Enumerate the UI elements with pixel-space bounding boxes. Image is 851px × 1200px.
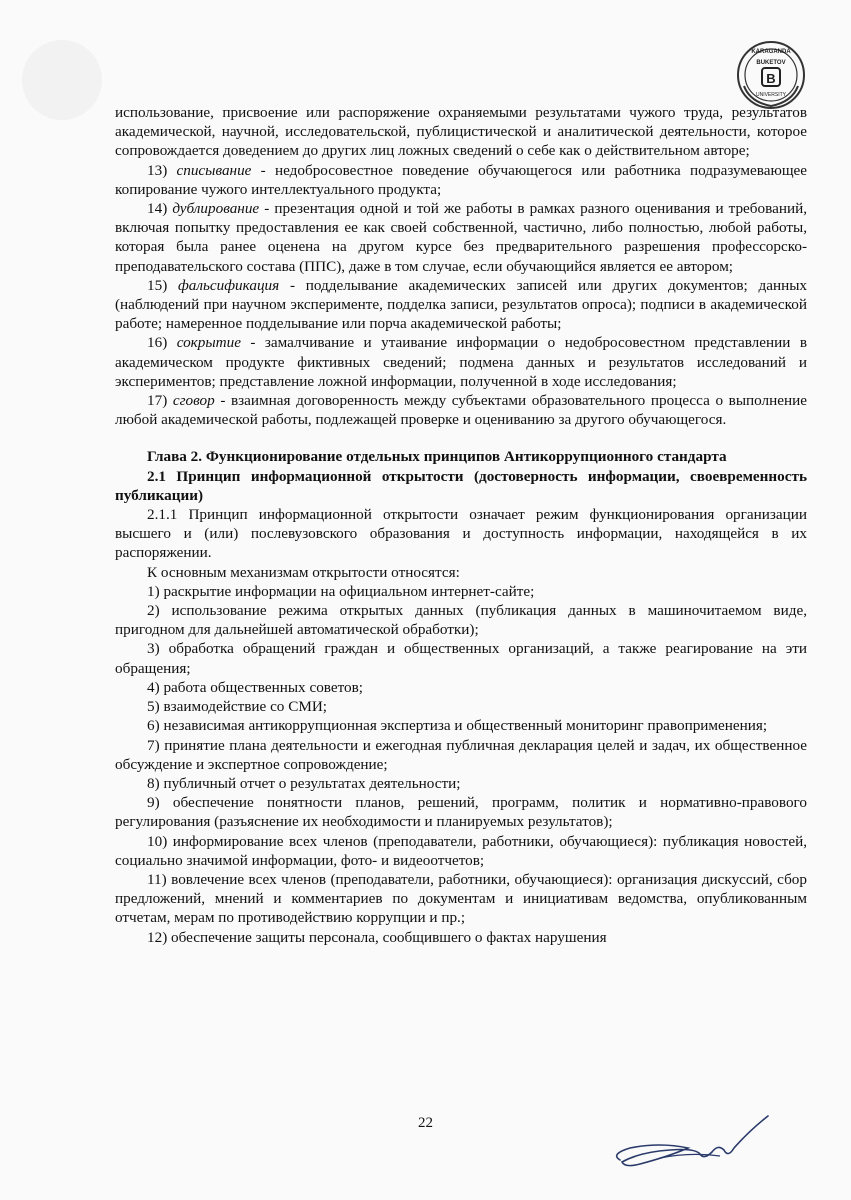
svg-text:UNIVERSITY: UNIVERSITY [755, 92, 787, 98]
item-16: 16) сокрытие - замалчивание и утаивание информации о недобросовестном представлении в академическом продукте фиктивных сведений; подмена данных и результатов исследований и экспериментов; представление ложной информации, полученной в ходе исследования; [115, 334, 807, 390]
list-item: 7) принятие плана деятельности и ежегодная публичная декларация целей и задач, их общественное обсуждение и экспертное сопровождение; [115, 736, 807, 773]
section-heading: 2.1 Принцип информационной открытости (достоверность информации, своевременность публикации) [115, 467, 807, 504]
list-item: 10) информирование всех членов (преподаватели, работники, обучающиеся): публикация новостей, социально значимой информации, фото- и видеоотчетов; [115, 832, 807, 869]
item-13: 13) списывание - недобросовестное поведение обучающегося или работника подразумевающее копирование чужого интеллектуального продукта; [115, 161, 807, 198]
section-2-1-1: 2.1.1 Принцип информационной открытости означает режим функционирования организации высшего и (или) послевузовского образования и доступность информации, находящейся в их распоряжении. [115, 506, 807, 562]
term-13: списывание [176, 161, 252, 179]
list-item: 11) вовлечение всех членов (преподаватели, работники, обучающиеся): организация дискуссий, сбор предложений, мнений и комментариев по документам и инициативам ведомства, опубликованным отчетам, мерам по противодействию коррупции и пр.; [115, 870, 807, 927]
list-item: 1) раскрытие информации на официальном интернет-сайте; [147, 582, 535, 600]
svg-text:B: B [766, 71, 776, 86]
svg-text:BUKETOV: BUKETOV [756, 60, 786, 66]
mechanisms-intro: К основным механизмам открытости относятся: [147, 563, 460, 581]
item-15: 15) фальсификация - подделывание академических записей или других документов; данных (наблюдений при научном эксперименте, подделка записи, результатов опроса); подписи в академической работе; намеренное подделывание или порча академической работы; [115, 276, 808, 333]
document-body [115, 103, 807, 947]
list-item: 5) взаимодействие со СМИ; [147, 698, 328, 716]
svg-text:KARAGANDA: KARAGANDA [751, 49, 791, 55]
chapter-heading: Глава 2. Функционирование отдельных принципов Антикоррупционного стандарта [147, 448, 727, 466]
list-item: 4) работа общественных советов; [147, 678, 364, 696]
list-item: 9) обеспечение понятности планов, решений, программ, политик и нормативно-правового регулирования (разъяснение их необходимости и планируемых результатов); [115, 794, 807, 831]
faint-stamp-mark [22, 40, 102, 120]
term-15: фальсификация [178, 276, 280, 294]
term-16: сокрытие [176, 334, 241, 352]
page-number: 22 [418, 1115, 433, 1131]
university-logo [736, 40, 806, 110]
term-17: сговор [172, 392, 215, 410]
list-item: 6) независимая антикоррупционная экспертиза и общественный мониторинг правоприменения; [147, 717, 768, 735]
list-item: 2) использование режима открытых данных (публикация данных в машиночитаемом виде, пригодном для дальнейшей автоматической обработки); [115, 602, 807, 639]
handwritten-signature [600, 1108, 780, 1178]
item-14: 14) дублирование - презентация одной и той же работы в рамках разного оценивания и требований, включая попытку предоставления ее как своей собственной, частично, либо полностью, любой работы, которая была ранее оценена на другом курсе без предварительного разрешения профессорско-преподавательского состава (ППС), даже в том случае, если обучающийся является ее автором; [115, 200, 808, 275]
list-item: 12) обеспечение защиты персонала, сообщившего о фактах нарушения [147, 928, 607, 946]
term-14: дублирование [172, 200, 260, 218]
list-item: 3) обработка обращений граждан и общественных организаций, а также реагирование на эти обращения; [115, 640, 807, 677]
paragraph-continuation: использование, присвоение или распоряжение охраняемыми результатами чужого труда, результатов академической, научной, исследовательской, публицистической и аналитической деятельности, которое сопровождается доведением до других лиц ложных сведений о себе как о действительном авторе; [115, 104, 807, 160]
list-item: 8) публичный отчет о результатах деятельности; [147, 774, 461, 792]
item-17: 17) сговор - взаимная договоренность между субъектами образовательного процесса о выполнение любой академической работы, подлежащей проверке и оцениванию за другого обучающегося. [115, 392, 807, 429]
